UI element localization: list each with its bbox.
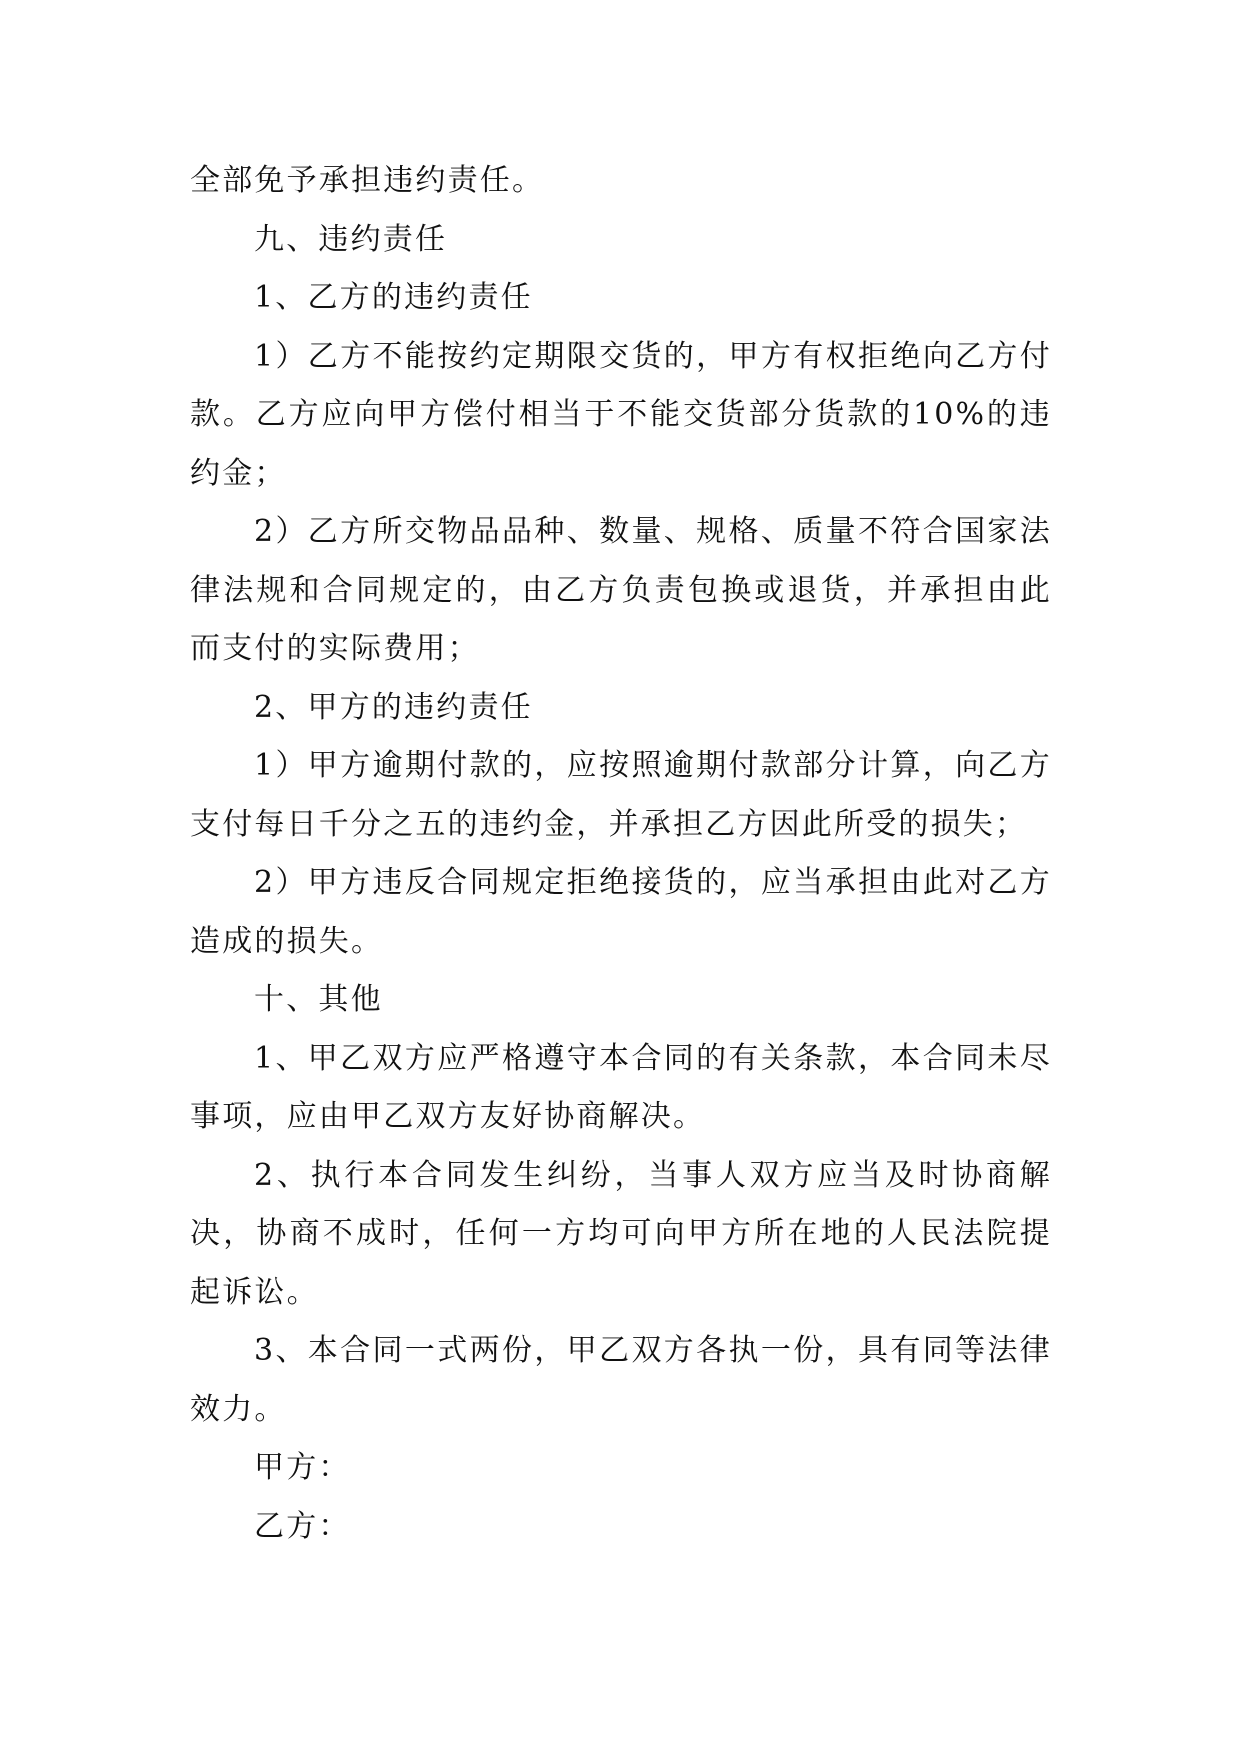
- contract-body: [190, 152, 1052, 1556]
- signature-party-b: 乙方：: [254, 1508, 351, 1544]
- subheading-party-a-breach: 2、甲方的违约责任: [254, 689, 533, 725]
- signature-party-a: 甲方：: [254, 1450, 351, 1485]
- section-heading-other: 十、其他: [254, 982, 383, 1017]
- subheading-party-b-breach: 1、乙方的违约责任: [254, 280, 533, 315]
- clause-other-compliance: 1、甲乙双方应严格遵守本合同的有关条款，本合同未尽事项，应由甲乙双方友好协商解决。: [190, 1040, 1052, 1134]
- paragraph-continuation: 全部免予承担违约责任。: [190, 163, 545, 198]
- clause-other-copies: 3、本合同一式两份，甲乙双方各执一份，具有同等法律效力。: [190, 1333, 1052, 1427]
- clause-b-late-delivery: 1）乙方不能按约定期限交货的，甲方有权拒绝向乙方付款。乙方应向甲方偿付相当于不能交货部分货款的10%的违约金；: [190, 338, 1052, 491]
- clause-a-late-payment: 1）甲方逾期付款的，应按照逾期付款部分计算，向乙方支付每日千分之五的违约金，并承担乙方因此所受的损失；: [190, 748, 1052, 842]
- clause-b-nonconforming-goods: 2）乙方所交物品品种、数量、规格、质量不符合国家法律法规和合同规定的，由乙方负责包换或退货，并承担由此而支付的实际费用；: [190, 514, 1052, 666]
- clause-a-refuse-delivery: 2）甲方违反合同规定拒绝接货的，应当承担由此对乙方造成的损失。: [190, 865, 1052, 959]
- clause-other-disputes: 2、执行本合同发生纠纷，当事人双方应当及时协商解决，协商不成时，任何一方均可向甲方所在地的人民法院提起诉讼。: [190, 1157, 1052, 1310]
- section-heading-breach: 九、违约责任: [254, 221, 448, 257]
